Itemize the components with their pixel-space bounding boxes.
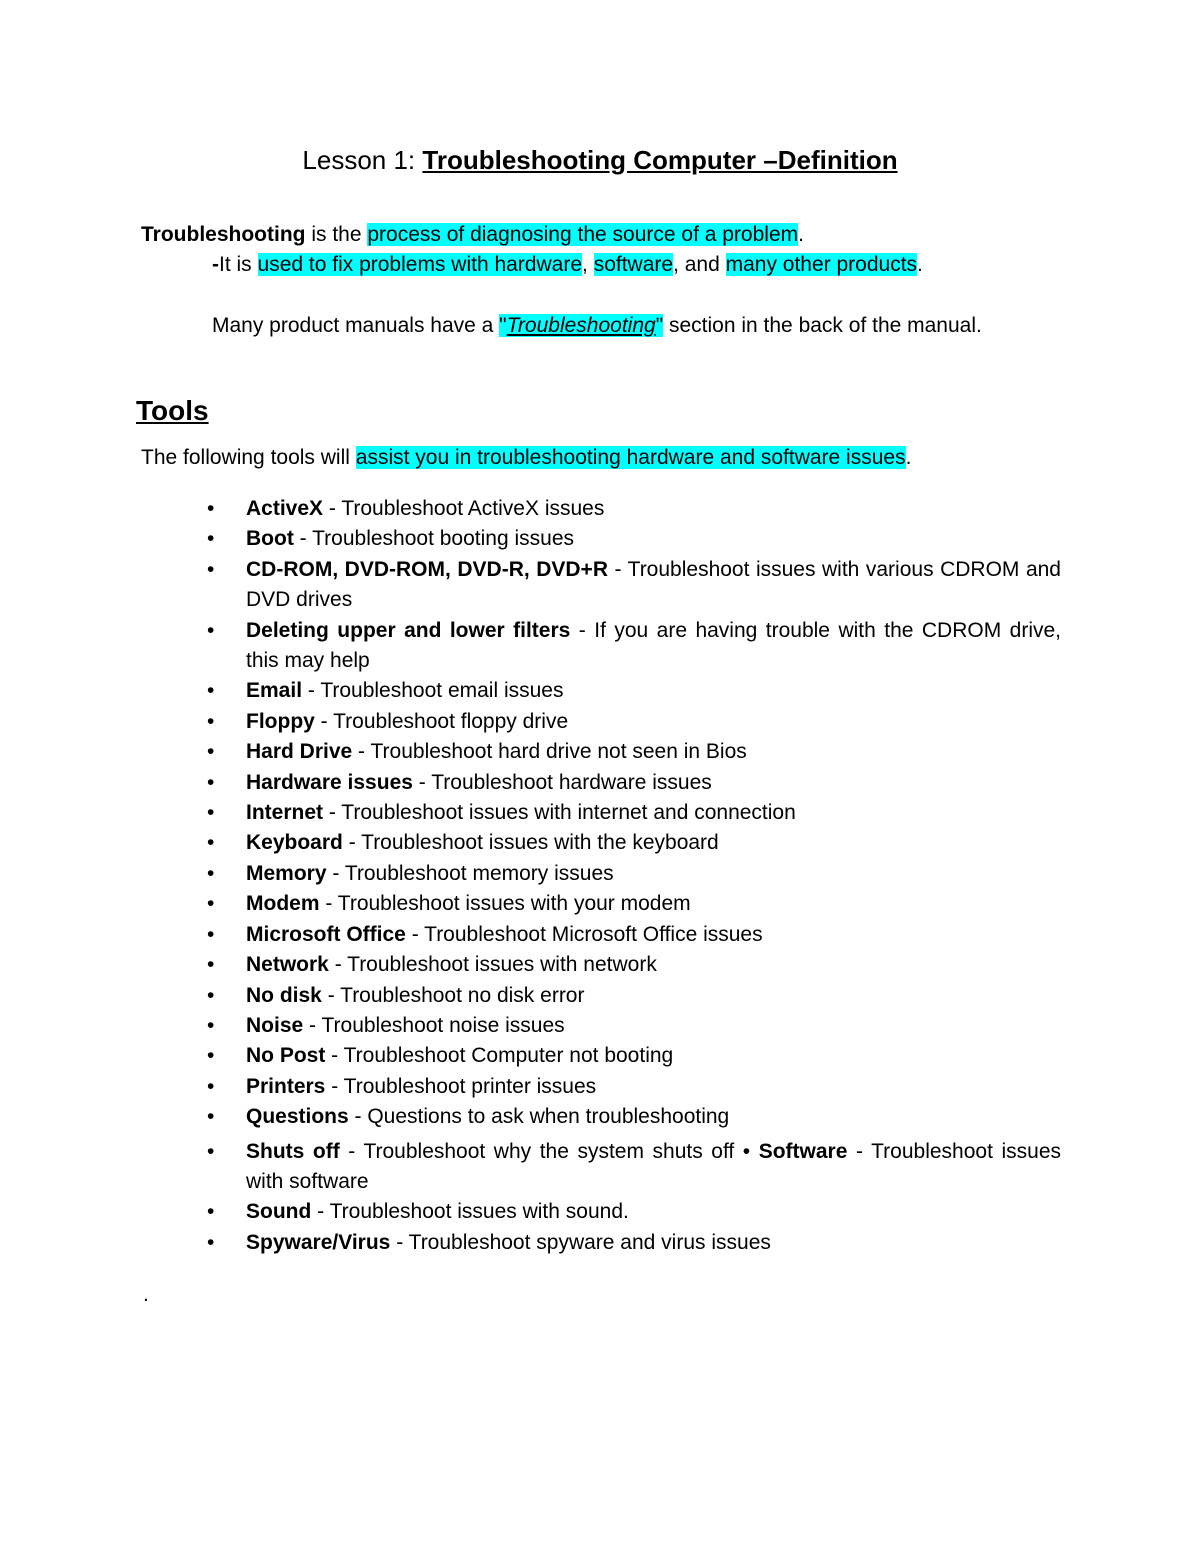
bullet-icon: •	[207, 1230, 215, 1254]
tool-name: Memory	[246, 861, 327, 885]
page-title	[0, 143, 1200, 177]
manuals-term: Troubleshooting	[506, 314, 656, 337]
tool-name: Software	[758, 1139, 848, 1163]
tool-desc: - Troubleshoot issues with various CDROM and DVD drives	[246, 557, 1061, 612]
bullet-icon: •	[207, 892, 215, 916]
usage-sep-1: ,	[582, 253, 594, 276]
tool-desc: - Troubleshoot issues with sound.	[311, 1200, 629, 1224]
tools-heading: Tools	[136, 395, 209, 426]
list-item	[207, 981, 1061, 1011]
bullet-icon: •	[207, 497, 215, 520]
list-item	[207, 616, 1061, 677]
tool-name: Hardware issues	[246, 770, 413, 794]
bullet-icon: •	[207, 831, 215, 855]
list-item	[207, 1072, 1061, 1102]
tool-name: Spyware/Virus	[246, 1230, 391, 1254]
tool-desc: - Troubleshoot memory issues	[326, 861, 614, 885]
list-item	[207, 1228, 1061, 1258]
list-item	[207, 1137, 1061, 1198]
bullet-icon: •	[207, 1074, 215, 1098]
list-item	[207, 859, 1061, 889]
list-item	[207, 555, 1061, 616]
manuals-tail: section in the back of the manual.	[663, 314, 982, 337]
tool-name: No Post	[246, 1044, 326, 1068]
manuals-quote-close: "	[655, 314, 664, 337]
bullet-icon: •	[207, 922, 215, 946]
tool-name: Internet	[246, 801, 324, 825]
bullet-icon: •	[207, 1013, 215, 1037]
bullet-icon: •	[207, 953, 215, 977]
bullet-icon: •	[207, 983, 215, 1007]
list-item	[207, 707, 1061, 737]
list-item	[207, 1011, 1061, 1041]
list-item	[207, 1041, 1061, 1071]
tool-desc: - Troubleshoot printer issues	[325, 1074, 597, 1098]
tool-name: Network	[246, 953, 329, 977]
list-item	[207, 676, 1061, 706]
list-item	[207, 524, 1061, 554]
tool-name: Deleting upper and lower filters	[246, 618, 571, 642]
tool-desc: - Troubleshoot hardware issues	[412, 770, 712, 794]
usage-line	[212, 250, 923, 280]
tool-desc: - Troubleshoot no disk error	[321, 983, 585, 1007]
list-item	[207, 1102, 1061, 1132]
tool-name: No disk	[246, 983, 322, 1007]
title-prefix: Lesson 1:	[302, 145, 423, 175]
tool-name: Email	[246, 679, 303, 703]
tool-desc: - Troubleshoot why the system shuts off •	[339, 1139, 759, 1163]
tool-desc: - Troubleshoot issues with software	[246, 1139, 1062, 1193]
bullet-icon: •	[207, 1044, 215, 1068]
tool-name: Questions	[246, 1105, 349, 1129]
list-item	[207, 737, 1061, 767]
tool-name: CD-ROM, DVD-ROM, DVD-R, DVD+R	[246, 557, 608, 581]
tool-desc: - Troubleshoot hard drive not seen in Bios	[352, 740, 747, 764]
tool-name: Sound	[246, 1200, 312, 1224]
list-item	[207, 798, 1061, 828]
list-item	[207, 1197, 1061, 1227]
list-item	[207, 828, 1061, 858]
tool-desc: - Troubleshoot noise issues	[303, 1013, 565, 1037]
bullet-icon: •	[207, 557, 215, 581]
bullet-icon: •	[207, 1105, 215, 1129]
bullet-icon: •	[207, 740, 215, 764]
bullet-icon: •	[207, 861, 215, 885]
tool-desc: - Troubleshoot issues with your modem	[319, 892, 691, 916]
bullet-icon: •	[207, 679, 215, 703]
manuals-quote-open: "	[499, 314, 507, 337]
tool-name: Noise	[246, 1013, 304, 1037]
bullet-icon: •	[207, 1200, 215, 1224]
usage-lead: It is	[219, 253, 258, 276]
usage-sep-2: , and	[673, 253, 726, 276]
tool-desc: - Troubleshoot spyware and virus issues	[390, 1230, 771, 1254]
bullet-icon: •	[207, 1139, 215, 1163]
tool-name: Keyboard	[246, 831, 343, 855]
tool-desc: - Troubleshoot Microsoft Office issues	[405, 922, 763, 946]
definition-highlight: process of diagnosing the source of a problem	[367, 223, 799, 246]
tool-desc: - Troubleshoot issues with network	[328, 953, 657, 977]
tool-name: Hard Drive	[246, 740, 353, 764]
tool-desc: - Troubleshoot issues with internet and connection	[323, 801, 796, 825]
tool-desc: - Questions to ask when troubleshooting	[348, 1105, 730, 1129]
title-main: Troubleshooting Computer –Definition	[422, 145, 898, 175]
tool-name: Printers	[246, 1074, 326, 1098]
list-item	[207, 889, 1061, 919]
list-item	[207, 920, 1061, 950]
manuals-lead: Many product manuals have a	[212, 314, 500, 337]
tool-desc: - Troubleshoot Computer not booting	[325, 1044, 674, 1068]
tool-desc: - Troubleshoot issues with the keyboard	[342, 831, 719, 855]
definition-end: .	[798, 223, 804, 246]
tool-name: Floppy	[246, 709, 315, 733]
tools-intro-lead: The following tools will	[141, 446, 356, 469]
tool-desc: - If you are having trouble with the CDROM drive, this may help	[246, 618, 1061, 673]
tool-desc: - Troubleshoot email issues	[302, 679, 564, 703]
tool-desc: - Troubleshoot booting issues	[293, 527, 574, 551]
bullet-icon: •	[207, 770, 215, 794]
list-item	[207, 950, 1061, 980]
tool-name: Shuts off	[246, 1139, 340, 1163]
usage-highlight-hardware: used to fix problems with hardware	[257, 253, 583, 276]
tool-name: Modem	[246, 892, 320, 916]
bullet-icon: •	[207, 801, 215, 825]
manuals-line	[212, 311, 982, 341]
list-item	[207, 768, 1061, 798]
trailing-mark: .	[143, 1283, 149, 1306]
manuals-term-highlight	[499, 314, 663, 337]
bullet-icon: •	[207, 709, 215, 733]
tools-list	[207, 494, 1061, 1258]
usage-highlight-software: software	[593, 253, 674, 276]
tool-desc: - Troubleshoot ActiveX issues	[323, 497, 605, 520]
usage-dash: -	[212, 253, 219, 276]
tool-name: Boot	[246, 527, 294, 551]
list-item	[207, 494, 1061, 524]
bullet-icon: •	[207, 527, 215, 551]
definition-connector: is the	[305, 223, 368, 246]
definition-line	[141, 220, 804, 250]
usage-highlight-products: many other products	[725, 253, 918, 276]
usage-end: .	[917, 253, 923, 276]
bullet-icon: •	[207, 618, 215, 642]
tools-intro-end: .	[905, 446, 912, 469]
definition-term: Troubleshooting	[141, 223, 306, 246]
tool-name: Microsoft Office	[246, 922, 406, 946]
tools-intro-highlight: assist you in troubleshooting hardware and software issues	[355, 446, 906, 469]
tools-intro	[141, 443, 911, 473]
tool-desc: - Troubleshoot floppy drive	[314, 709, 569, 733]
tool-name: ActiveX	[246, 497, 324, 520]
